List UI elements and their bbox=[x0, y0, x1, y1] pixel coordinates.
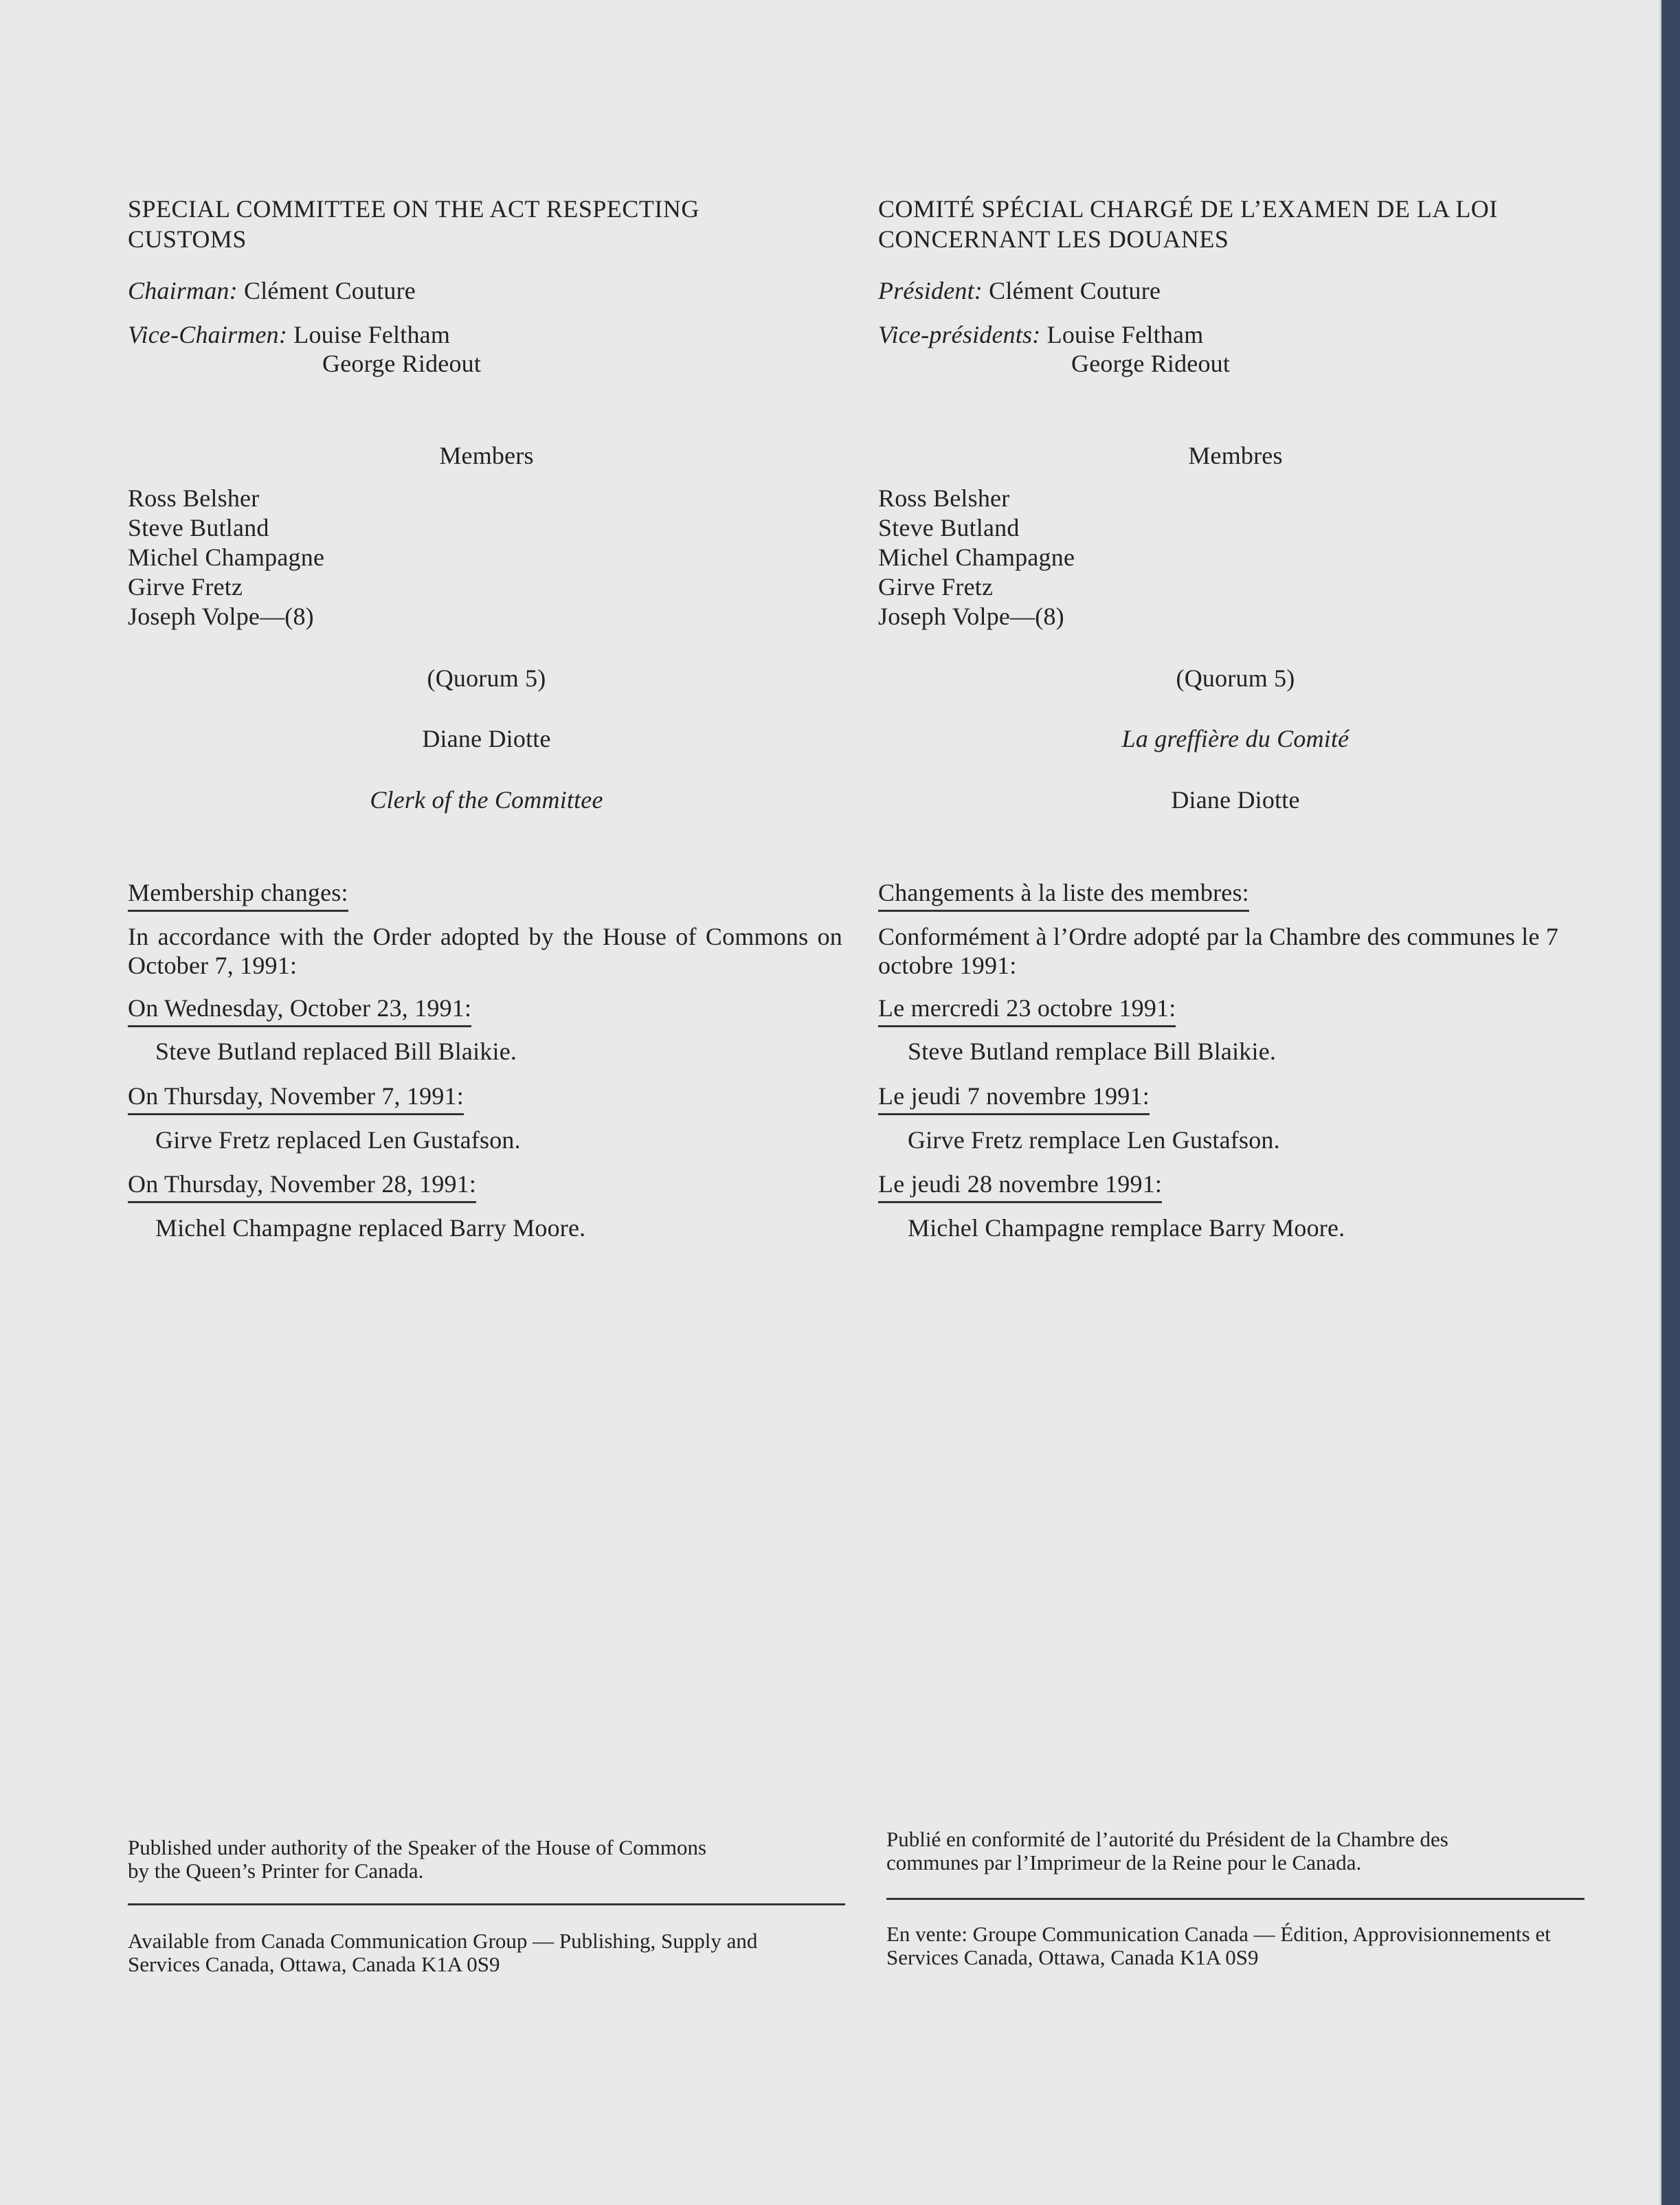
change-text: Girve Fretz replaced Len Gustafson. bbox=[155, 1126, 521, 1154]
member-item: Girve Fretz bbox=[878, 573, 994, 601]
change-date bbox=[878, 994, 1176, 1027]
clerk-title: La greffière du Comité bbox=[1121, 725, 1349, 752]
membership-changes-heading bbox=[128, 878, 348, 912]
vice-label: Vice-présidents: bbox=[878, 321, 1041, 348]
member-item: Ross Belsher bbox=[878, 484, 1010, 512]
change-date-label: Le mercredi 23 octobre 1991: bbox=[878, 994, 1176, 1027]
clerk-name: Diane Diotte bbox=[422, 725, 551, 752]
member-item: Ross Belsher bbox=[128, 484, 260, 512]
vice-name-1: Louise Feltham bbox=[1046, 321, 1204, 348]
change-date bbox=[878, 1169, 1162, 1203]
change-text: Michel Champagne replaced Barry Moore. bbox=[155, 1214, 586, 1242]
availability-notice: En vente: Groupe Communication Canada — Édition, Approvisionnements et Services Canada, Ottawa, Canada K1A 0S9 bbox=[886, 1922, 1551, 1969]
change-date-label: Le jeudi 7 novembre 1991: bbox=[878, 1082, 1150, 1115]
members-heading: Members bbox=[439, 442, 534, 469]
vice-name-2: George Rideout bbox=[322, 350, 482, 377]
committee-title: SPECIAL COMMITTEE ON THE ACT RESPECTING CUSTOMS bbox=[128, 195, 699, 253]
change-text: Steve Butland remplace Bill Blaikie. bbox=[908, 1038, 1277, 1065]
member-item: Steve Butland bbox=[128, 514, 269, 541]
chair-line bbox=[878, 276, 1161, 305]
order-text: Conformément à l’Ordre adopté par la Chambre des communes le 7 octobre 1991: bbox=[878, 923, 1559, 979]
divider bbox=[128, 1903, 845, 1905]
change-text: Michel Champagne remplace Barry Moore. bbox=[908, 1214, 1345, 1242]
quorum: (Quorum 5) bbox=[1176, 664, 1295, 692]
chair-line bbox=[128, 276, 416, 305]
change-date bbox=[128, 994, 471, 1027]
change-date-label: On Thursday, November 28, 1991: bbox=[128, 1169, 476, 1203]
change-text: Steve Butland replaced Bill Blaikie. bbox=[155, 1038, 517, 1065]
member-item: Joseph Volpe—(8) bbox=[878, 603, 1064, 630]
clerk-title: Clerk of the Committee bbox=[370, 786, 603, 814]
membership-changes-label: Changements à la liste des membres: bbox=[878, 878, 1249, 912]
members-heading: Membres bbox=[1188, 442, 1283, 469]
member-item: Joseph Volpe—(8) bbox=[128, 603, 314, 630]
change-date-label: On Thursday, November 7, 1991: bbox=[128, 1082, 464, 1115]
change-text: Girve Fretz remplace Len Gustafson. bbox=[908, 1126, 1280, 1154]
change-date bbox=[878, 1082, 1150, 1115]
committee-title: COMITÉ SPÉCIAL CHARGÉ DE L’EXAMEN DE LA LOI CONCERNANT LES DOUANES bbox=[878, 195, 1498, 253]
change-date-label: Le jeudi 28 novembre 1991: bbox=[878, 1169, 1162, 1203]
chair-label: Président: bbox=[878, 277, 983, 304]
vice-name-1: Louise Feltham bbox=[293, 321, 451, 348]
membership-changes-label: Membership changes: bbox=[128, 878, 348, 912]
change-date bbox=[128, 1169, 476, 1203]
availability-notice: Available from Canada Communication Group — Publishing, Supply and Services Canada, Ottawa, Canada K1A 0S9 bbox=[128, 1929, 758, 1976]
quorum: (Quorum 5) bbox=[427, 664, 546, 692]
vice-label-line bbox=[878, 320, 1203, 349]
member-item: Steve Butland bbox=[878, 514, 1020, 541]
membership-changes-heading bbox=[878, 878, 1249, 912]
chair-name: Clément Couture bbox=[989, 277, 1161, 304]
published-notice: Published under authority of the Speaker of the House of Commons by the Queen’s Printer for Canada. bbox=[128, 1835, 707, 1883]
chair-name: Clément Couture bbox=[244, 277, 416, 304]
change-date-label: On Wednesday, October 23, 1991: bbox=[128, 994, 471, 1027]
clerk-name: Diane Diotte bbox=[1171, 786, 1300, 814]
member-item: Girve Fretz bbox=[128, 573, 243, 601]
published-notice: Publié en conformité de l’autorité du Président de la Chambre des communes par l’Imprimeur de la Reine pour le Canada. bbox=[886, 1827, 1448, 1874]
order-text: In accordance with the Order adopted by the House of Commons on October 7, 1991: bbox=[128, 923, 842, 979]
change-date bbox=[128, 1082, 464, 1115]
vice-label-line bbox=[128, 320, 450, 349]
vice-name-2: George Rideout bbox=[1071, 350, 1231, 377]
member-item: Michel Champagne bbox=[878, 544, 1075, 571]
divider bbox=[886, 1898, 1584, 1900]
vice-label: Vice-Chairmen: bbox=[128, 321, 288, 348]
chair-label: Chairman: bbox=[128, 277, 238, 304]
member-item: Michel Champagne bbox=[128, 544, 325, 571]
